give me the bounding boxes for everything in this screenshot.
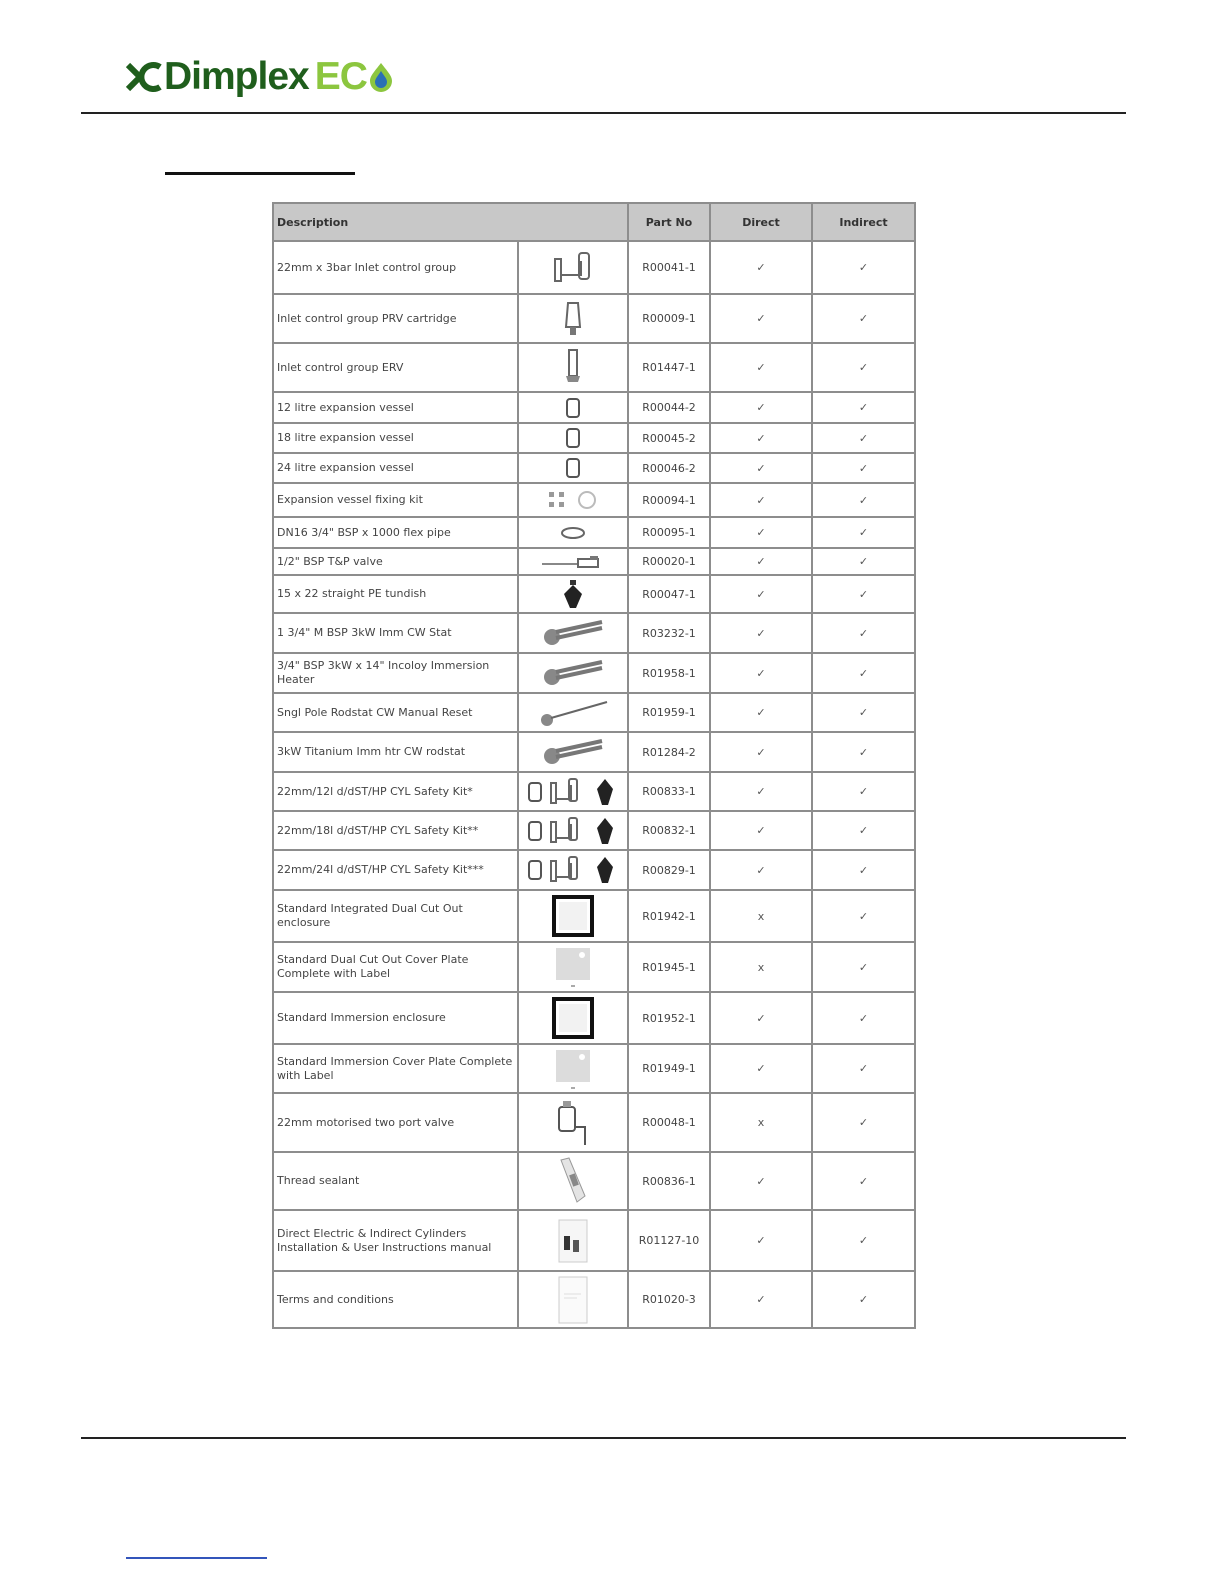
manual-icon xyxy=(518,1210,628,1271)
direct-compatibility-mark: ✓ xyxy=(710,772,812,811)
direct-compatibility-mark: ✓ xyxy=(710,613,812,653)
table-row xyxy=(273,613,915,653)
part-description: 15 x 22 straight PE tundish xyxy=(273,575,518,613)
table-row xyxy=(273,483,915,517)
part-description: Inlet control group PRV cartridge xyxy=(273,294,518,343)
part-description: Expansion vessel fixing kit xyxy=(273,483,518,517)
part-description: 1/2" BSP T&P valve xyxy=(273,548,518,575)
table-row xyxy=(273,890,915,942)
direct-compatibility-mark: ✓ xyxy=(710,575,812,613)
enclosure-icon xyxy=(518,992,628,1044)
direct-compatibility-mark: ✓ xyxy=(710,1271,812,1328)
indirect-compatibility-mark: ✓ xyxy=(812,575,915,613)
indirect-compatibility-mark: ✓ xyxy=(812,732,915,772)
direct-compatibility-mark: ✓ xyxy=(710,1044,812,1093)
direct-compatibility-mark: x xyxy=(710,1093,812,1152)
enclosure-icon xyxy=(518,890,628,942)
indirect-compatibility-mark: ✓ xyxy=(812,1152,915,1210)
part-number: R00044-2 xyxy=(628,392,710,423)
direct-compatibility-mark: x xyxy=(710,890,812,942)
tp-valve-icon xyxy=(518,548,628,575)
indirect-compatibility-mark: ✓ xyxy=(812,693,915,732)
part-number: R00094-1 xyxy=(628,483,710,517)
indirect-compatibility-mark: ✓ xyxy=(812,241,915,294)
part-number: R00836-1 xyxy=(628,1152,710,1210)
part-description: Standard Immersion enclosure xyxy=(273,992,518,1044)
part-number: R01127-10 xyxy=(628,1210,710,1271)
part-description: 22mm motorised two port valve xyxy=(273,1093,518,1152)
part-number: R01949-1 xyxy=(628,1044,710,1093)
table-row xyxy=(273,423,915,453)
column-header-indirect: Indirect xyxy=(812,203,915,241)
table-row xyxy=(273,241,915,294)
part-description: Sngl Pole Rodstat CW Manual Reset xyxy=(273,693,518,732)
part-description: Standard Immersion Cover Plate Complete with Label xyxy=(273,1044,518,1093)
header-divider xyxy=(81,112,1126,114)
part-number: R00832-1 xyxy=(628,811,710,850)
rodstat-icon xyxy=(518,693,628,732)
part-number: R00048-1 xyxy=(628,1093,710,1152)
table-row xyxy=(273,392,915,423)
table-row xyxy=(273,548,915,575)
part-number: R01284-2 xyxy=(628,732,710,772)
table-row xyxy=(273,1093,915,1152)
part-description: 12 litre expansion vessel xyxy=(273,392,518,423)
part-description: Standard Dual Cut Out Cover Plate Complete with Label xyxy=(273,942,518,992)
footer-link-underline xyxy=(126,1557,267,1559)
sealant-tube-icon xyxy=(518,1152,628,1210)
column-header-description: Description xyxy=(273,203,628,241)
table-row xyxy=(273,517,915,548)
part-description: Direct Electric & Indirect Cylinders Installation & User Instructions manual xyxy=(273,1210,518,1271)
indirect-compatibility-mark: ✓ xyxy=(812,1271,915,1328)
tundish-icon xyxy=(518,575,628,613)
table-row xyxy=(273,732,915,772)
part-description: 3kW Titanium Imm htr CW rodstat xyxy=(273,732,518,772)
section-heading-underline xyxy=(165,172,355,175)
part-number: R00095-1 xyxy=(628,517,710,548)
table-row xyxy=(273,942,915,992)
dimplex-eco-logo xyxy=(126,52,394,102)
parts-table xyxy=(272,202,916,1329)
expansion-vessel-icon xyxy=(518,392,628,423)
direct-compatibility-mark: ✓ xyxy=(710,548,812,575)
direct-compatibility-mark: ✓ xyxy=(710,392,812,423)
table-row xyxy=(273,653,915,693)
prv-cartridge-icon xyxy=(518,294,628,343)
part-description: 22mm/18l d/dST/HP CYL Safety Kit** xyxy=(273,811,518,850)
cover-plate-icon xyxy=(518,1044,628,1093)
immersion-heater-icon xyxy=(518,653,628,693)
indirect-compatibility-mark: ✓ xyxy=(812,850,915,890)
column-header-part-no: Part No xyxy=(628,203,710,241)
footer-divider xyxy=(81,1437,1126,1439)
fixing-kit-icon xyxy=(518,483,628,517)
direct-compatibility-mark: x xyxy=(710,942,812,992)
part-number: R00020-1 xyxy=(628,548,710,575)
table-row xyxy=(273,575,915,613)
dimplex-logo-mark-icon xyxy=(126,57,162,97)
part-description: Standard Integrated Dual Cut Out enclosure xyxy=(273,890,518,942)
indirect-compatibility-mark: ✓ xyxy=(812,1044,915,1093)
table-row xyxy=(273,453,915,483)
safety-kit-icon xyxy=(518,811,628,850)
direct-compatibility-mark: ✓ xyxy=(710,732,812,772)
eco-drop-icon xyxy=(368,62,394,92)
table-row xyxy=(273,1044,915,1093)
safety-kit-icon xyxy=(518,850,628,890)
table-row xyxy=(273,772,915,811)
part-number: R00041-1 xyxy=(628,241,710,294)
indirect-compatibility-mark: ✓ xyxy=(812,890,915,942)
logo-eco-wordmark: EC xyxy=(314,55,367,98)
table-row xyxy=(273,693,915,732)
indirect-compatibility-mark: ✓ xyxy=(812,548,915,575)
part-number: R01942-1 xyxy=(628,890,710,942)
part-number: R03232-1 xyxy=(628,613,710,653)
part-description: DN16 3/4" BSP x 1000 flex pipe xyxy=(273,517,518,548)
part-number: R01952-1 xyxy=(628,992,710,1044)
indirect-compatibility-mark: ✓ xyxy=(812,772,915,811)
immersion-heater-icon xyxy=(518,732,628,772)
erv-valve-icon xyxy=(518,343,628,392)
direct-compatibility-mark: ✓ xyxy=(710,423,812,453)
document-icon xyxy=(518,1271,628,1328)
direct-compatibility-mark: ✓ xyxy=(710,343,812,392)
indirect-compatibility-mark: ✓ xyxy=(812,811,915,850)
logo-wordmark: Dimplex xyxy=(164,55,309,98)
expansion-vessel-icon xyxy=(518,423,628,453)
table-row xyxy=(273,850,915,890)
part-description: 3/4" BSP 3kW x 14" Incoloy Immersion Heater xyxy=(273,653,518,693)
direct-compatibility-mark: ✓ xyxy=(710,517,812,548)
part-number: R00047-1 xyxy=(628,575,710,613)
table-row xyxy=(273,294,915,343)
table-row xyxy=(273,1271,915,1328)
part-number: R00833-1 xyxy=(628,772,710,811)
indirect-compatibility-mark: ✓ xyxy=(812,343,915,392)
immersion-heater-icon xyxy=(518,613,628,653)
indirect-compatibility-mark: ✓ xyxy=(812,294,915,343)
direct-compatibility-mark: ✓ xyxy=(710,1152,812,1210)
safety-kit-icon xyxy=(518,772,628,811)
indirect-compatibility-mark: ✓ xyxy=(812,613,915,653)
indirect-compatibility-mark: ✓ xyxy=(812,1210,915,1271)
part-number: R00009-1 xyxy=(628,294,710,343)
part-number: R01945-1 xyxy=(628,942,710,992)
part-description: 22mm x 3bar Inlet control group xyxy=(273,241,518,294)
part-number: R00829-1 xyxy=(628,850,710,890)
column-header-direct: Direct xyxy=(710,203,812,241)
part-number: R01959-1 xyxy=(628,693,710,732)
part-description: 22mm/12l d/dST/HP CYL Safety Kit* xyxy=(273,772,518,811)
indirect-compatibility-mark: ✓ xyxy=(812,483,915,517)
part-description: Terms and conditions xyxy=(273,1271,518,1328)
direct-compatibility-mark: ✓ xyxy=(710,992,812,1044)
part-description: Inlet control group ERV xyxy=(273,343,518,392)
indirect-compatibility-mark: ✓ xyxy=(812,453,915,483)
part-description: Thread sealant xyxy=(273,1152,518,1210)
indirect-compatibility-mark: ✓ xyxy=(812,653,915,693)
part-number: R01447-1 xyxy=(628,343,710,392)
direct-compatibility-mark: ✓ xyxy=(710,693,812,732)
indirect-compatibility-mark: ✓ xyxy=(812,423,915,453)
part-description: 1 3/4" M BSP 3kW Imm CW Stat xyxy=(273,613,518,653)
table-row xyxy=(273,992,915,1044)
inlet-control-group-icon xyxy=(518,241,628,294)
cover-plate-icon xyxy=(518,942,628,992)
motorised-valve-icon xyxy=(518,1093,628,1152)
indirect-compatibility-mark: ✓ xyxy=(812,992,915,1044)
part-number: R01958-1 xyxy=(628,653,710,693)
table-row xyxy=(273,343,915,392)
direct-compatibility-mark: ✓ xyxy=(710,453,812,483)
part-number: R00045-2 xyxy=(628,423,710,453)
direct-compatibility-mark: ✓ xyxy=(710,483,812,517)
table-row xyxy=(273,811,915,850)
indirect-compatibility-mark: ✓ xyxy=(812,392,915,423)
indirect-compatibility-mark: ✓ xyxy=(812,517,915,548)
direct-compatibility-mark: ✓ xyxy=(710,1210,812,1271)
direct-compatibility-mark: ✓ xyxy=(710,811,812,850)
direct-compatibility-mark: ✓ xyxy=(710,241,812,294)
part-description: 22mm/24l d/dST/HP CYL Safety Kit*** xyxy=(273,850,518,890)
expansion-vessel-icon xyxy=(518,453,628,483)
indirect-compatibility-mark: ✓ xyxy=(812,1093,915,1152)
part-description: 24 litre expansion vessel xyxy=(273,453,518,483)
part-description: 18 litre expansion vessel xyxy=(273,423,518,453)
table-row xyxy=(273,1152,915,1210)
table-header-row xyxy=(273,203,915,241)
direct-compatibility-mark: ✓ xyxy=(710,294,812,343)
direct-compatibility-mark: ✓ xyxy=(710,850,812,890)
indirect-compatibility-mark: ✓ xyxy=(812,942,915,992)
part-number: R00046-2 xyxy=(628,453,710,483)
part-number: R01020-3 xyxy=(628,1271,710,1328)
direct-compatibility-mark: ✓ xyxy=(710,653,812,693)
flex-pipe-icon xyxy=(518,517,628,548)
table-row xyxy=(273,1210,915,1271)
